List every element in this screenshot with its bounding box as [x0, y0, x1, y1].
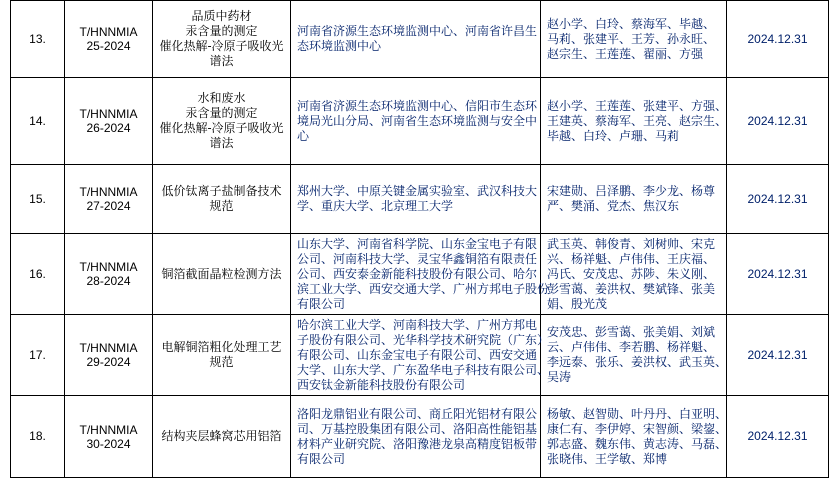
drafting-units-line: 有限公司、山东金宝电子有限公司、西安交通 — [297, 347, 538, 362]
drafters-cell — [541, 165, 727, 234]
drafters-line: 冯氏、安茂忠、苏陟、朱义刚、 — [547, 266, 716, 281]
row-number-cell: 14. — [11, 78, 65, 165]
standard-name-line: 结构夹层蜂窝芯用铝箔 — [161, 429, 282, 443]
drafting-units-line: 河南省济源生态环境监测中心、信阳市生态环 — [297, 98, 538, 113]
drafting-units-cell — [291, 1, 541, 78]
drafters-cell — [541, 1, 727, 78]
standard-name-line: 电解铜箔粗化处理工艺 — [161, 340, 282, 354]
table-row — [11, 165, 829, 234]
drafting-units-line: 有限公司 — [297, 451, 346, 466]
drafting-units-cell — [291, 234, 550, 315]
drafters-line: 严、樊涌、党杰、焦汉东 — [547, 199, 680, 213]
standard-name-line: 水和废水 — [197, 91, 246, 105]
standard-code-line: 29-2024 — [86, 355, 131, 369]
drafting-units-cell — [291, 315, 550, 396]
table-row — [11, 396, 829, 478]
drafters-cell — [541, 78, 727, 165]
table-row — [11, 78, 829, 165]
standard-name-line: 谱法 — [209, 54, 234, 68]
table-row — [11, 1, 829, 78]
date-cell: 2024.12.31 — [727, 396, 829, 478]
standard-name-cell — [153, 165, 291, 234]
drafters-line: 张晓伟、王学敏、郑博 — [547, 451, 668, 466]
standard-name-line: 谱法 — [209, 136, 234, 150]
standard-name-line: 汞含量的测定 — [185, 106, 258, 120]
standard-name-cell — [153, 78, 291, 165]
standard-name-cell — [153, 396, 291, 478]
standard-code-cell — [65, 315, 153, 396]
drafting-units-line: 大学、山东大学、广东盈华电子科技有限公司、 — [297, 362, 550, 377]
drafters-cell — [541, 315, 727, 396]
drafting-units-line: 境局光山分局、河南省生态环境监测与安全中 — [297, 113, 538, 128]
drafting-units-cell — [291, 78, 541, 165]
date-cell: 2024.12.31 — [727, 165, 829, 234]
standards-table-body — [11, 1, 829, 478]
drafting-units-line: 郑州大学、中原关键金属实验室、武汉科技大 — [297, 184, 538, 198]
standard-code-line: T/HNNMIA — [79, 25, 138, 39]
drafters-line: 云、卢伟伟、李若鹏、杨祥魁、 — [547, 340, 716, 354]
standard-code-cell — [65, 396, 153, 478]
standard-code-line: 30-2024 — [86, 436, 131, 451]
standard-code-cell — [65, 78, 153, 165]
drafting-units-line: 心 — [297, 128, 310, 143]
drafters-line: 李远泰、张乐、姜洪权、武玉英、 — [547, 355, 728, 369]
drafters-line: 郭志盛、魏东伟、黄志涛、马磊、 — [547, 436, 728, 451]
row-number-cell: 18. — [11, 396, 65, 478]
drafting-units-cell — [291, 165, 541, 234]
drafters-line: 兴、杨祥魁、卢伟伟、王庆福、 — [547, 251, 716, 266]
drafting-units-line: 洛阳龙鼎铝业有限公司、商丘阳光铝材有限公 — [297, 406, 538, 421]
drafting-units-cell — [291, 396, 541, 478]
date-cell: 2024.12.31 — [727, 315, 829, 396]
standard-name-cell — [153, 315, 291, 396]
standard-name-line: 规范 — [209, 199, 234, 213]
standard-name-line: 催化热解-冷原子吸收光 — [159, 39, 284, 53]
standard-name-line: 低价钛离子盐制备技术 — [161, 184, 282, 198]
drafting-units-line: 材料产业研究院、洛阳豫港龙泉高精度铝板带 — [297, 436, 538, 451]
drafters-line: 赵小学、白玲、蔡海军、毕越、 — [547, 16, 716, 31]
drafters-line: 马莉、张建平、王芳、孙永旺、 — [547, 31, 716, 46]
drafters-line: 毕越、白玲、卢珊、马莉 — [547, 128, 680, 143]
drafters-cell — [541, 234, 727, 315]
drafting-units-line: 滨工业大学、西安交通大学、广州方邦电子股份 — [297, 281, 550, 296]
standard-code-cell — [65, 1, 153, 78]
standard-code-line: T/HNNMIA — [79, 185, 138, 199]
row-number-cell: 16. — [11, 234, 65, 315]
drafters-line: 安茂忠、彭雪蔼、张美娟、刘斌 — [547, 325, 716, 339]
drafters-cell — [541, 396, 727, 478]
drafting-units-line: 西安钛金新能科技股份有限公司 — [297, 377, 466, 392]
standard-name-line: 催化热解-冷原子吸收光 — [159, 121, 284, 135]
standard-name-line: 品质中药材 — [191, 9, 252, 23]
drafting-units-line: 河南省济源生态环境监测中心、河南省许昌生 — [297, 24, 538, 38]
drafters-line: 吴涛 — [547, 370, 572, 384]
standard-name-line: 铜箔截面晶粒检测方法 — [161, 266, 282, 281]
drafters-line: 杨敏、赵智勋、叶丹丹、白亚明、 — [547, 406, 728, 421]
standard-code-line: 25-2024 — [86, 39, 131, 53]
drafters-line: 宋建勋、吕泽鹏、李少龙、杨尊 — [547, 184, 716, 198]
standard-code-line: 26-2024 — [86, 121, 131, 135]
table-row — [11, 234, 829, 315]
standard-name-cell — [153, 1, 291, 78]
date-cell: 2024.12.31 — [727, 78, 829, 165]
drafters-line: 武玉英、韩俊青、刘树帅、宋克 — [547, 236, 716, 251]
date-cell: 2024.12.31 — [727, 1, 829, 78]
standard-code-cell — [65, 165, 153, 234]
drafting-units-line: 态环境监测中心 — [297, 39, 382, 53]
drafters-line: 赵小学、王莲莲、张建平、方强、 — [547, 98, 728, 113]
drafters-line: 康仁有、李伊婷、宋智颜、梁鋆、 — [547, 421, 728, 436]
date-cell: 2024.12.31 — [727, 234, 829, 315]
standard-name-line: 汞含量的测定 — [185, 24, 258, 38]
standard-code-line: 28-2024 — [86, 274, 131, 288]
standard-code-line: 27-2024 — [86, 199, 131, 213]
drafting-units-line: 山东大学、河南省科学院、山东金宝电子有限 — [297, 236, 538, 251]
row-number-cell: 15. — [11, 165, 65, 234]
drafters-line: 娟、殷光茂 — [547, 296, 608, 311]
standards-table — [10, 0, 829, 478]
drafting-units-line: 公司、河南科技大学、灵宝华鑫铜箔有限责任 — [297, 251, 538, 266]
drafters-line: 王建英、蔡海军、王亮、赵宗生、 — [547, 113, 728, 128]
drafting-units-line: 哈尔滨工业大学、河南科技大学、广州方邦电 — [297, 317, 538, 332]
standard-code-line: T/HNNMIA — [79, 107, 138, 121]
drafting-units-line: 有限公司 — [297, 296, 346, 311]
standard-name-line: 规范 — [209, 355, 234, 369]
drafting-units-line: 子股份有限公司、光华科学技术研究院（广东） — [297, 332, 550, 347]
row-number-cell: 17. — [11, 315, 65, 396]
standard-code-line: T/HNNMIA — [79, 260, 138, 274]
standard-code-line: T/HNNMIA — [79, 422, 138, 437]
row-number-cell: 13. — [11, 1, 65, 78]
drafters-line: 彭雪蔼、姜洪权、樊斌锋、张美 — [547, 281, 716, 296]
drafters-line: 赵宗生、王莲莲、翟丽、方强 — [547, 46, 704, 61]
standard-name-cell — [153, 234, 291, 315]
standard-code-line: T/HNNMIA — [79, 341, 138, 355]
table-row — [11, 315, 829, 396]
drafting-units-line: 公司、西安泰金新能科技股份有限公司、哈尔 — [297, 266, 538, 281]
standard-code-cell — [65, 234, 153, 315]
drafting-units-line: 司、万基控股集团有限公司、洛阳高性能铝基 — [297, 421, 538, 436]
drafting-units-line: 学、重庆大学、北京理工大学 — [297, 199, 454, 213]
